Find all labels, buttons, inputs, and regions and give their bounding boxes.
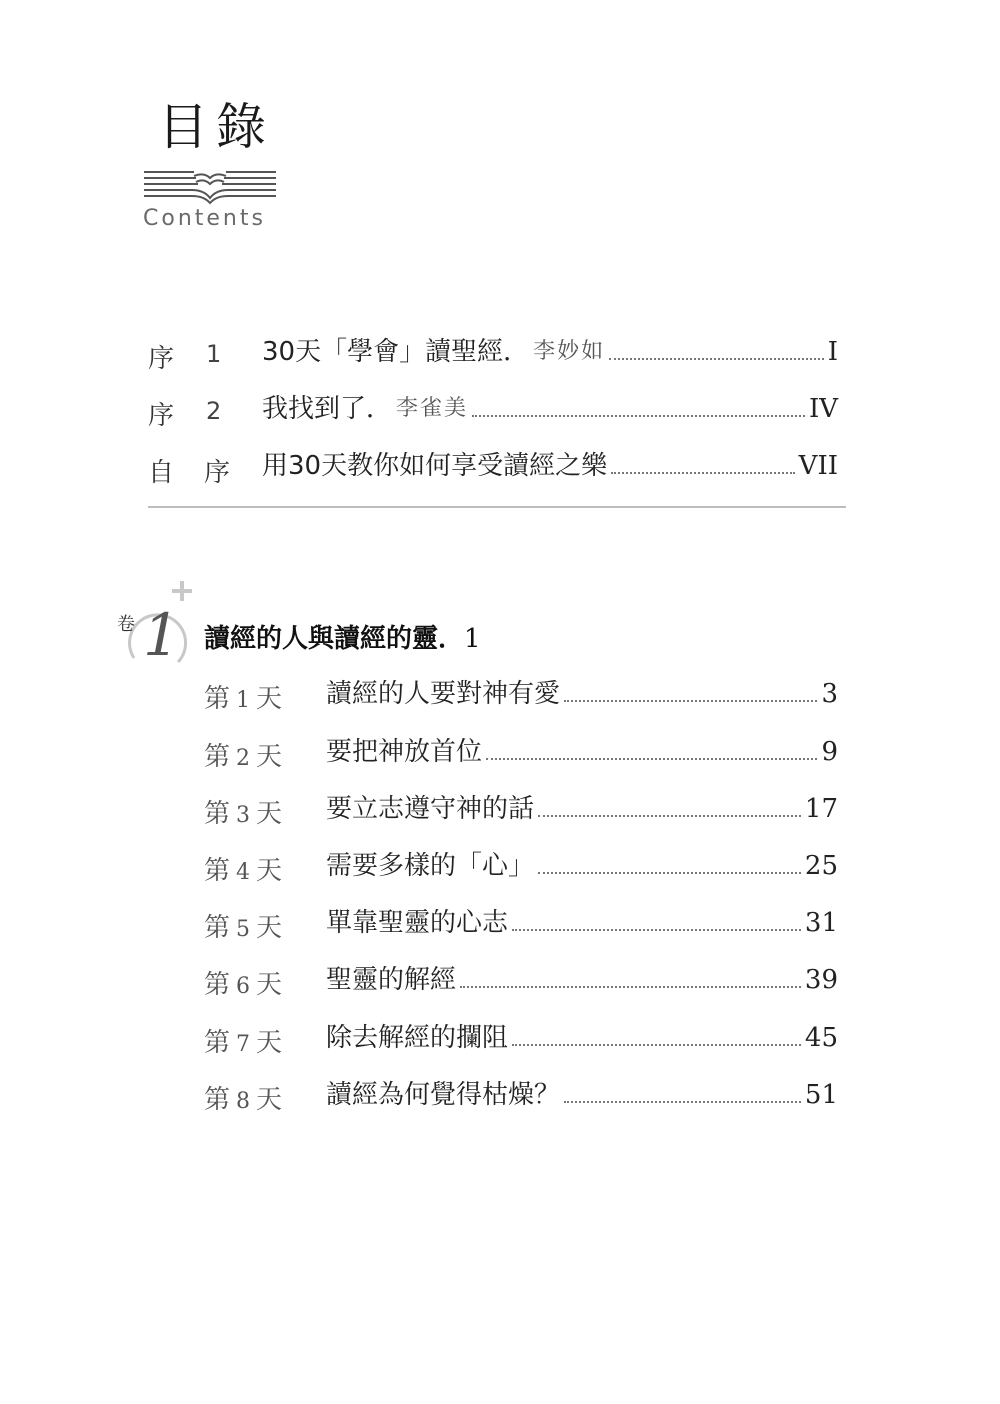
open-book-icon: [142, 166, 278, 206]
page-number: IV: [808, 394, 838, 424]
preface-entry: [262, 334, 838, 370]
page-number: 17: [804, 794, 838, 824]
dot-leader: [512, 929, 801, 931]
preface-label: 序: [148, 344, 175, 374]
day-title: 聖靈的解經: [326, 965, 457, 995]
section-divider: [148, 506, 846, 508]
entry-author: 李妙如: [533, 339, 606, 364]
plus-icon: [171, 580, 193, 602]
preface-number: 1: [206, 340, 222, 368]
preface-entry: [262, 391, 838, 427]
page-number: 25: [804, 851, 838, 881]
volume-prefix: 卷: [117, 614, 135, 635]
dot-leader: [486, 758, 817, 760]
preface-number: 序: [204, 458, 231, 488]
entry-title: 用30天教你如何享受讀經之樂: [262, 451, 608, 481]
preface-entry: [262, 448, 838, 484]
dot-leader: [564, 700, 817, 702]
day-entry-line: [326, 734, 838, 770]
day-label: 第 8 天: [204, 1085, 283, 1115]
day-entry-line: [326, 905, 838, 941]
page-number: VII: [798, 451, 838, 481]
contents-subtitle: Contents: [143, 206, 266, 231]
dot-leader: [538, 872, 801, 874]
entry-title: 我找到了．: [262, 394, 393, 424]
day-title: 要立志遵守神的話: [326, 794, 535, 824]
page-number: 3: [821, 679, 838, 709]
dot-leader: [538, 815, 801, 817]
entry-title: 30天「學會」讀聖經．: [262, 337, 530, 367]
day-title: 需要多樣的「心」: [326, 851, 535, 881]
day-entry-line: [326, 962, 838, 998]
day-label: 第 5 天: [204, 913, 283, 943]
day-label: 第 3 天: [204, 799, 283, 829]
dot-leader: [611, 472, 795, 474]
preface-label: 序: [148, 401, 175, 431]
dot-leader: [512, 1044, 801, 1046]
day-title: 讀經為何覺得枯燥？: [326, 1080, 561, 1110]
volume-page: 1: [464, 624, 481, 654]
day-title: 讀經的人要對神有愛: [326, 679, 561, 709]
day-entry-line: [326, 676, 838, 712]
day-entry-line: [326, 1020, 838, 1056]
day-title: 要把神放首位: [326, 737, 483, 767]
preface-label: 自: [148, 458, 175, 488]
day-entry-line: [326, 848, 838, 884]
page-number: I: [827, 337, 838, 367]
preface-number: 2: [206, 397, 222, 425]
volume-heading[interactable]: [204, 618, 481, 655]
day-label: 第 1 天: [204, 684, 283, 714]
dot-leader: [609, 358, 824, 360]
page-title: 目錄: [158, 98, 274, 156]
day-label: 第 6 天: [204, 970, 283, 1000]
page-number: 39: [804, 965, 838, 995]
page-number: 45: [804, 1023, 838, 1053]
day-label: 第 2 天: [204, 742, 283, 772]
dot-leader: [472, 415, 805, 417]
dot-leader: [564, 1101, 801, 1103]
page-number: 51: [804, 1080, 838, 1110]
day-label: 第 4 天: [204, 856, 283, 886]
volume-number: 1: [143, 601, 180, 669]
dot-leader: [460, 986, 801, 988]
volume-title: 讀經的人與讀經的靈．: [204, 624, 465, 654]
day-title: 除去解經的攔阻: [326, 1023, 509, 1053]
page-number: 31: [804, 908, 838, 938]
day-entry-line: [326, 791, 838, 827]
day-entry-line: [326, 1077, 838, 1113]
entry-author: 李雀美: [396, 396, 469, 421]
page-number: 9: [821, 737, 838, 767]
day-title: 單靠聖靈的心志: [326, 908, 509, 938]
day-label: 第 7 天: [204, 1028, 283, 1058]
